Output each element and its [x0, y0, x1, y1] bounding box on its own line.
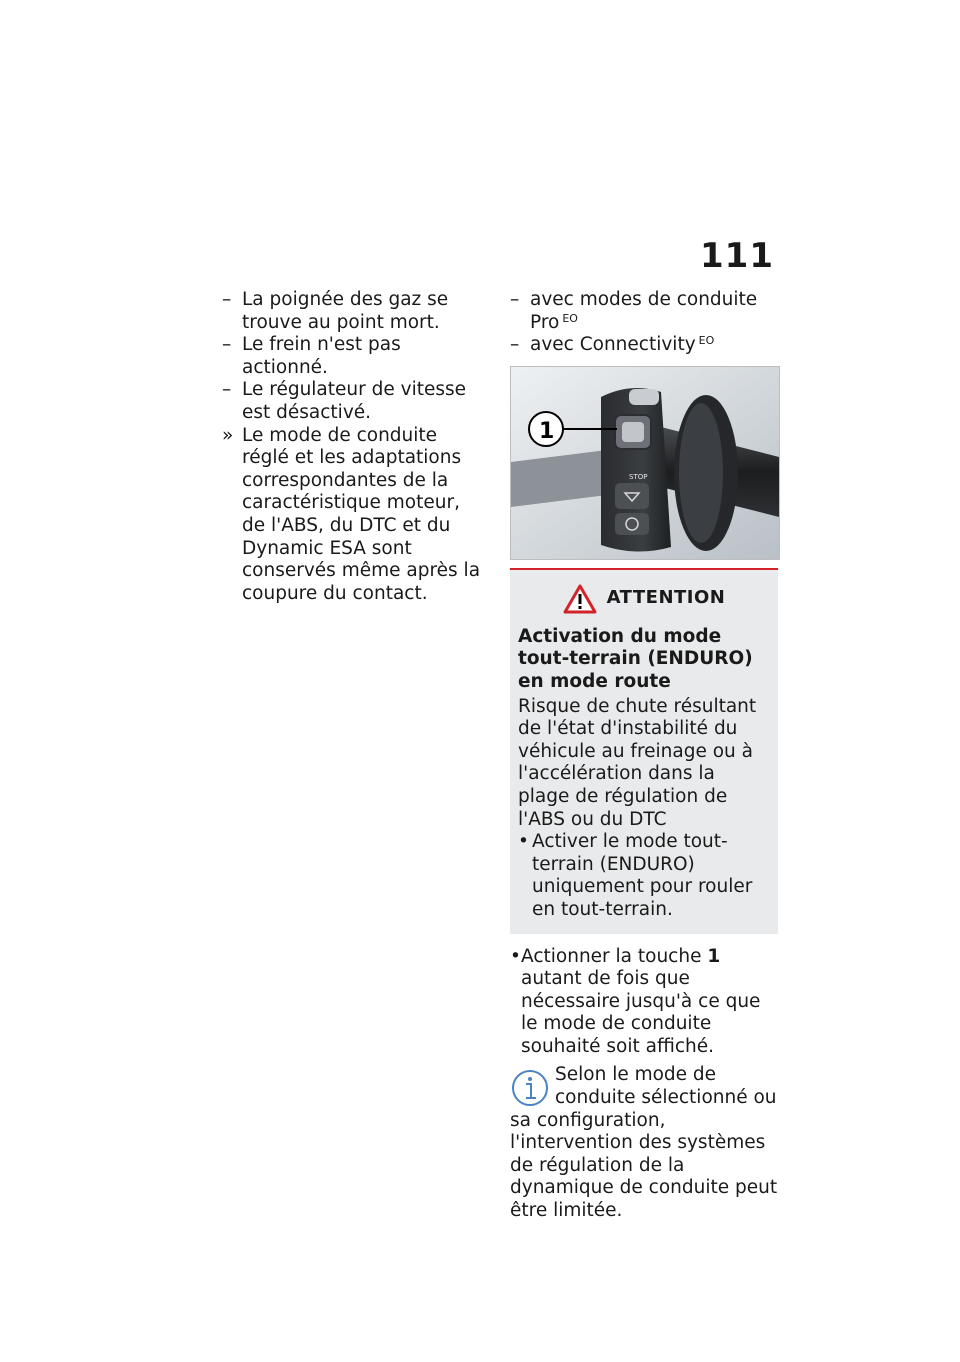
result-item [222, 425, 488, 606]
list-item [222, 334, 488, 379]
warning-triangle-icon [563, 584, 597, 614]
dash-marker: – [222, 379, 232, 401]
action-step [510, 946, 780, 1059]
callout-number: 1 [539, 418, 555, 444]
list-item [510, 289, 780, 334]
action-text-before: Actionner la touche [521, 945, 708, 967]
hazard-button [615, 483, 649, 509]
list-item [222, 379, 488, 424]
list-item-text: Le mode de conduite réglé et les adaptations correspondantes de la caractéristique moteur, de l'ABS, du DTC et du Dynamic ESA sont conservés même après la coupure du contact. [242, 424, 481, 604]
note-line-2: conduite sélectionné ou [555, 1087, 777, 1109]
action-number: 1 [707, 945, 721, 967]
list-item-text: avec Connectivity [530, 334, 696, 356]
warning-header [518, 584, 770, 614]
right-column [510, 289, 780, 1223]
dash-marker: – [222, 289, 232, 310]
handlebar-switch-illustration [511, 367, 779, 559]
warning-text: Risque de chute résultant de l'état d'instabilité du véhicule au freinage ou à l'accélération dans la plage de régulation de l'ABS ou du DTC [518, 695, 757, 830]
warning-title: ATTENTION [606, 587, 726, 609]
equipment-superscript: EO [562, 311, 578, 325]
dash-marker: – [510, 289, 520, 310]
note-line-1: Selon le mode de [555, 1064, 717, 1086]
list-item [510, 334, 780, 357]
warning-subtitle: Activation du mode tout-terrain (ENDURO) en mode route [518, 625, 753, 692]
stop-label: STOP [629, 472, 648, 481]
info-note [510, 1064, 780, 1222]
upper-switch-button [629, 389, 659, 405]
warning-bullet [518, 831, 770, 921]
left-column [222, 289, 488, 605]
result-marker: » [222, 424, 234, 446]
warning-box [510, 568, 778, 934]
list-item-text: La poignée des gaz se trouve au point mort. [242, 289, 449, 333]
list-item-text: Le frein n'est pas actionné. [242, 334, 401, 378]
handlebar-switch-photo [510, 366, 780, 560]
equipment-superscript: EO [698, 334, 715, 348]
bullet-marker: • [510, 945, 521, 967]
bullet-marker: • [518, 831, 529, 853]
list-item-text: Le régulateur de vitesse est désactivé. [242, 379, 467, 423]
warning-bullet-text: Activer le mode tout-terrain (ENDURO) uniquement pour rouler en tout-terrain. [532, 831, 753, 920]
action-text-after: autant de fois que nécessaire jusqu'à ce que le mode de conduite souhaité soit affiché. [521, 968, 761, 1057]
info-icon [510, 1068, 550, 1108]
dash-marker: – [222, 334, 232, 356]
note-text: sa configuration, l'intervention des systèmes de régulation de la dynamique de conduite peut être limitée. [510, 1109, 778, 1222]
dash-marker: – [510, 334, 520, 356]
page-number: 111 [700, 236, 774, 276]
power-button [615, 513, 649, 535]
list-item-text: avec modes de conduite Pro [530, 289, 758, 333]
list-item [222, 289, 488, 334]
